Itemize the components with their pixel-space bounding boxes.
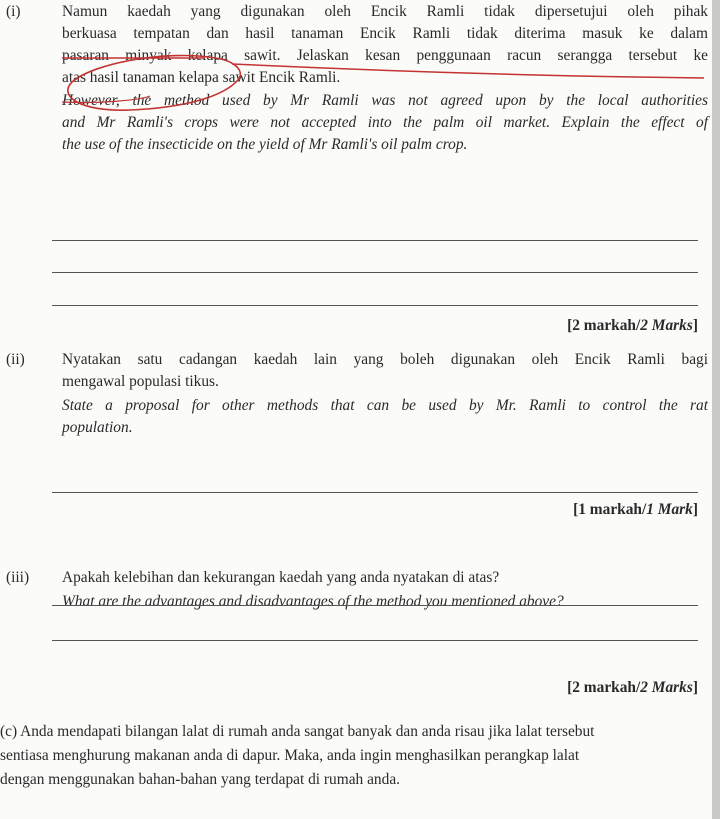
question-text-malay: pasaran minyak kelapa sawit. Jelaskan kesan penggunaan racun serangga tersebut ke <box>62 47 708 64</box>
question-text-malay: berkuasa tempatan dan hasil tanaman Encik Ramli tidak diterima masuk ke dalam <box>62 25 708 42</box>
answer-line <box>52 305 698 306</box>
question-number: (iii) <box>6 569 30 586</box>
question-text-english: What are the advantages and disadvantages of the method you mentioned above? <box>62 593 564 610</box>
answer-line <box>52 492 698 493</box>
question-text-malay: atas hasil tanaman kelapa sawit Encik Ramli. <box>62 69 341 86</box>
question-text-english: the use of the insecticide on the yield of Mr Ramli's oil palm crop. <box>62 136 468 153</box>
question-text-malay: Namun kaedah yang digunakan oleh Encik Ramli tidak dipersetujui oleh pihak <box>62 3 708 20</box>
question-text-english: and Mr Ramli's crops were not accepted into the palm oil market. Explain the effect of <box>62 114 708 131</box>
question-text-malay: (c) Anda mendapati bilangan lalat di rumah anda sangat banyak dan anda risau jika lalat tersebut <box>0 723 595 740</box>
marks-label: [2 markah/2 Marks] <box>567 679 698 696</box>
question-text-malay: sentiasa menghurung makanan anda di dapur. Maka, anda ingin menghasilkan perangkap lalat <box>0 747 580 764</box>
question-number: (i) <box>6 3 21 20</box>
answer-line <box>52 272 698 273</box>
scan-edge <box>712 0 720 819</box>
answer-line <box>52 640 698 641</box>
question-text-english: population. <box>62 419 133 436</box>
question-text-malay: Apakah kelebihan dan kekurangan kaedah yang anda nyatakan di atas? <box>62 569 500 586</box>
question-number: (ii) <box>6 351 25 368</box>
question-text-malay: Nyatakan satu cadangan kaedah lain yang boleh digunakan oleh Encik Ramli bagi <box>62 351 708 368</box>
answer-line <box>52 605 698 606</box>
question-text-english: State a proposal for other methods that can be used by Mr. Ramli to control the rat <box>62 397 708 414</box>
marks-label: [1 markah/1 Mark] <box>573 501 698 518</box>
question-text-malay: mengawal populasi tikus. <box>62 373 219 390</box>
marks-label: [2 markah/2 Marks] <box>567 317 698 334</box>
question-text-malay: dengan menggunakan bahan-bahan yang terdapat di rumah anda. <box>0 771 400 788</box>
question-text-english: However, the method used by Mr Ramli was not agreed upon by the local authorities <box>62 92 708 109</box>
answer-line <box>52 240 698 241</box>
